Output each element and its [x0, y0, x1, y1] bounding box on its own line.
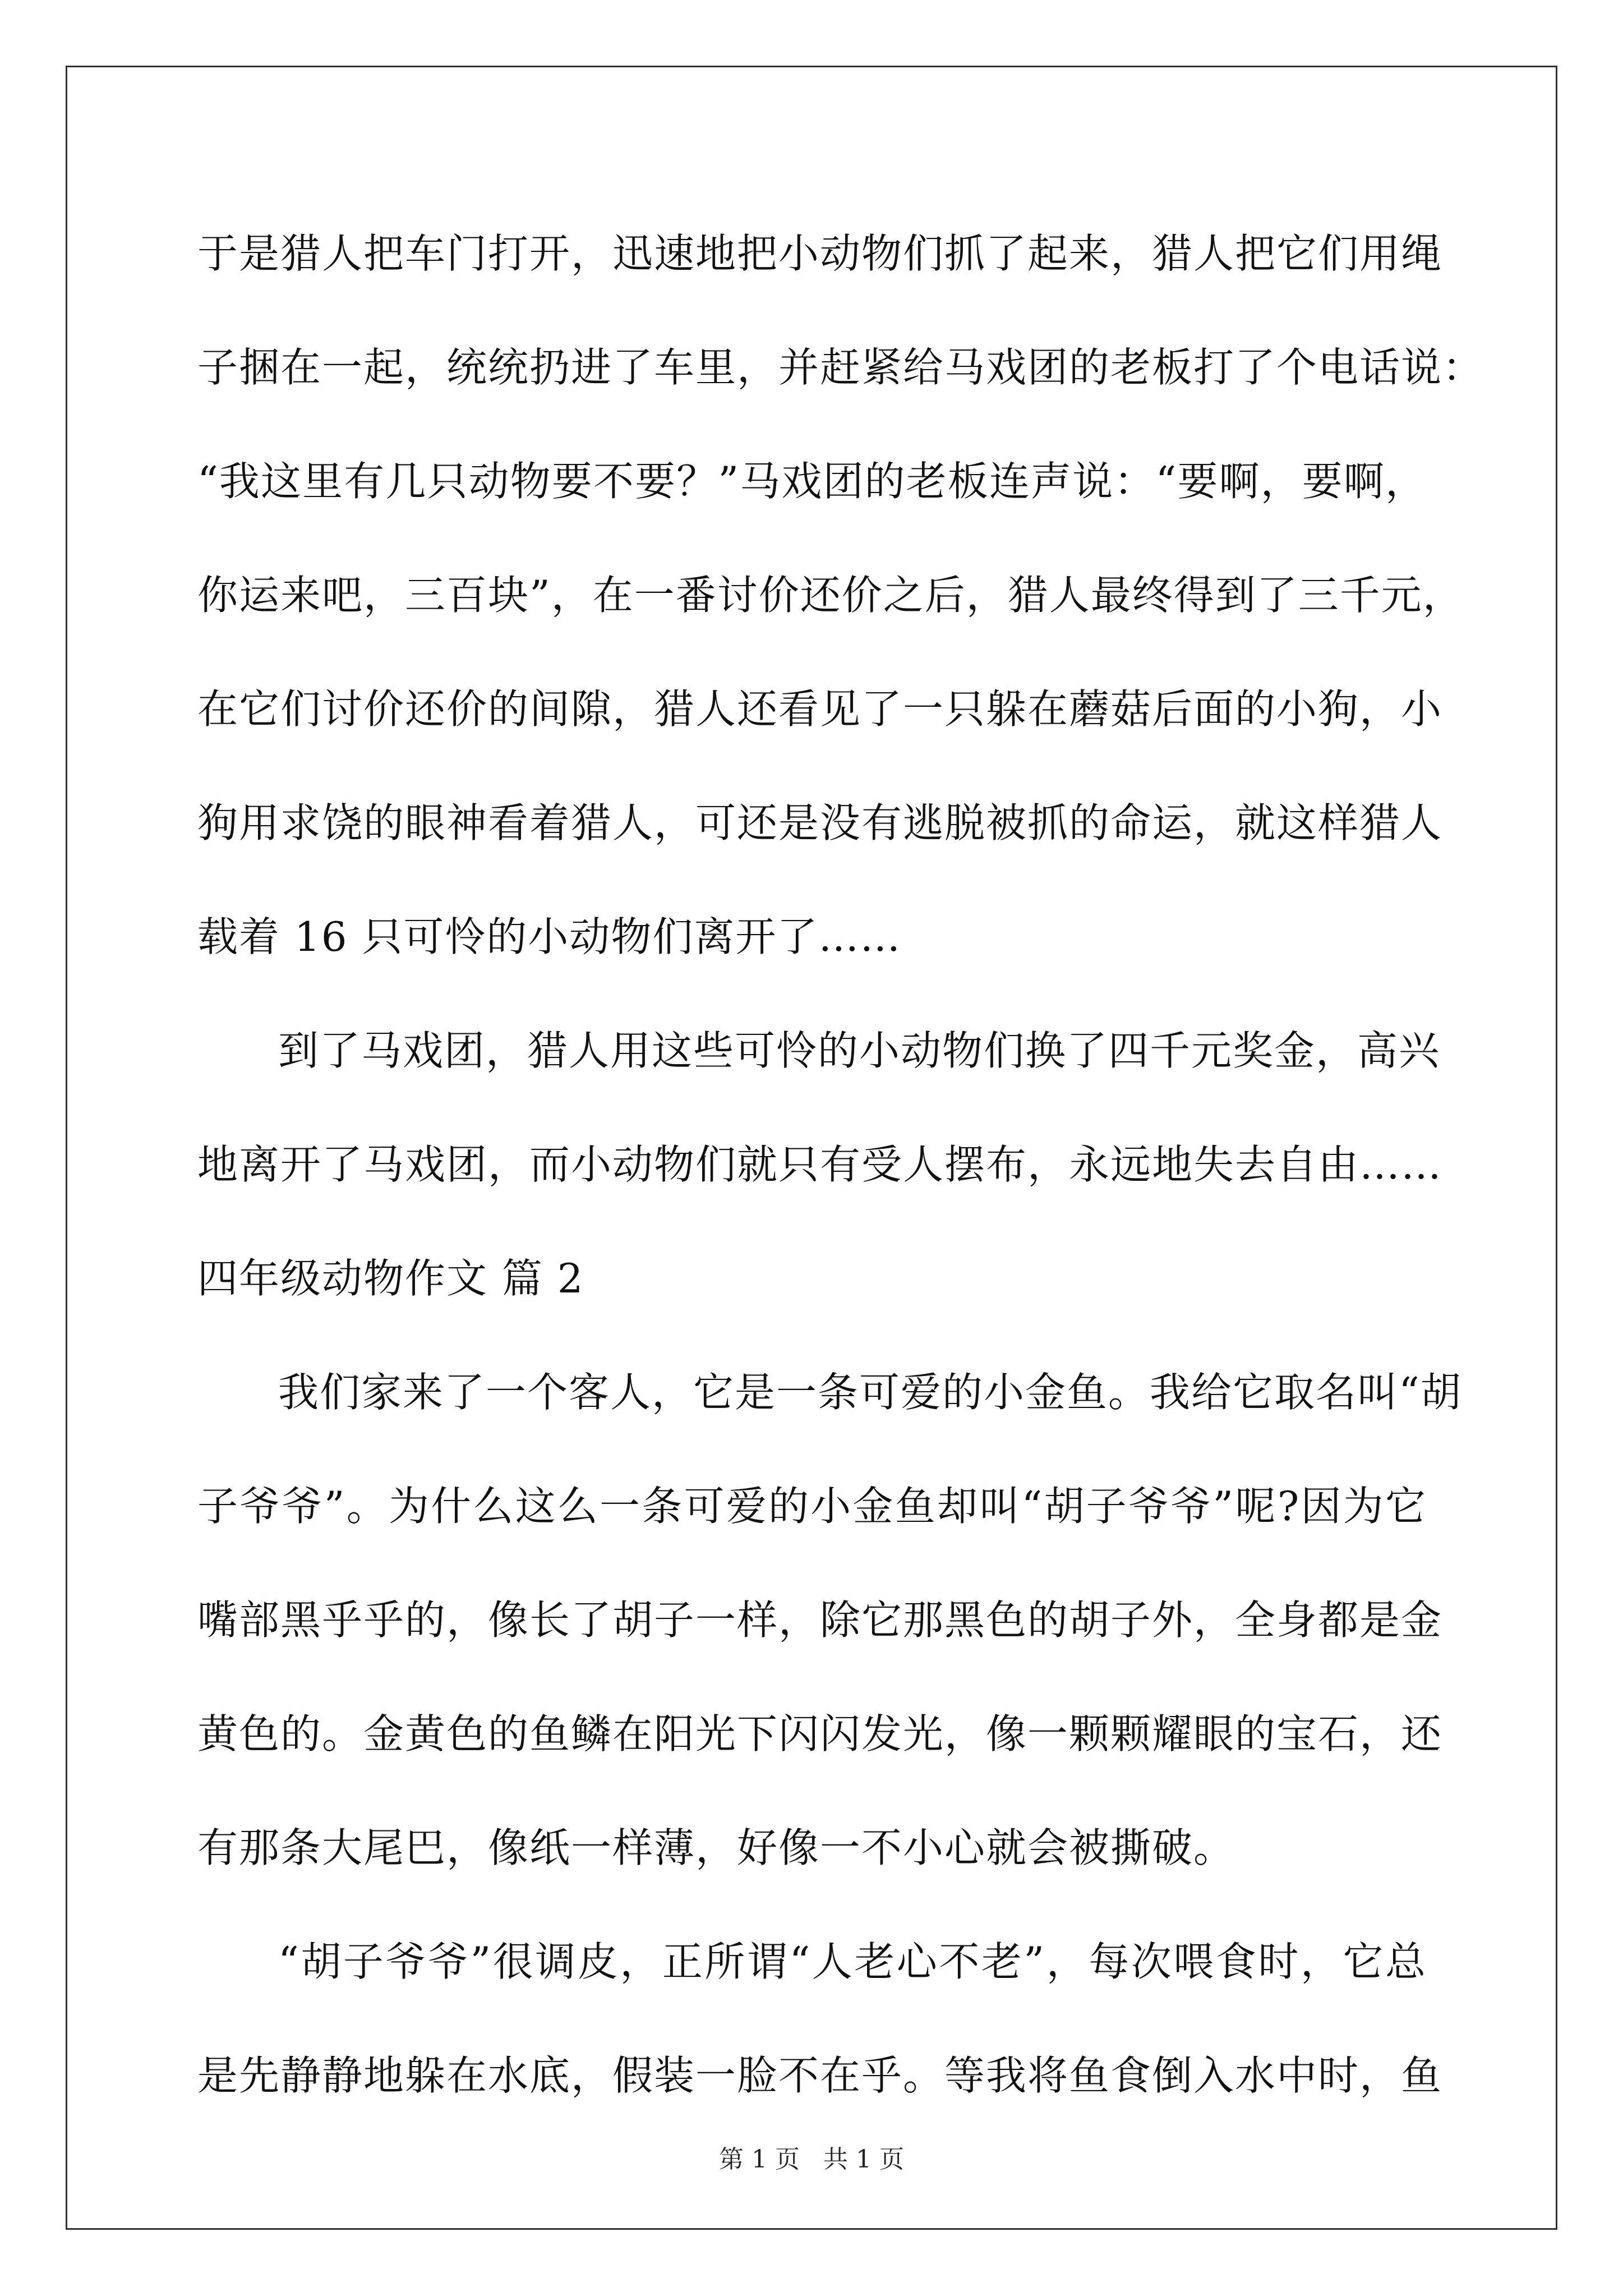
text-line: 于是猎人把车门打开，迅速地把小动物们抓了起来，猎人把它们用绳 — [197, 230, 1443, 277]
text-line: 子捆在一起，统统扔进了车里，并赶紧给马戏团的老板打了个电话说： — [197, 344, 1484, 391]
page-number: 第 1 页 — [719, 2145, 800, 2174]
text-line: 有那条大尾巴，像纸一样薄，好像一不小心就会被撕破。 — [197, 1824, 1235, 1871]
section-heading: 四年级动物作文 篇 2 — [197, 1255, 584, 1302]
text-line: 到了马戏团，猎人用这些可怜的小动物们换了四千元奖金，高兴 — [278, 1027, 1441, 1074]
text-line: 我们家来了一个客人，它是一条可爱的小金鱼。我给它取名叫“胡 — [278, 1369, 1462, 1416]
text-line: 黄色的。金黄色的鱼鳞在阳光下闪闪发光，像一颗颗耀眼的宝石，还 — [197, 1710, 1443, 1757]
text-line: 子爷爷”。为什么这么一条可爱的小金鱼却叫“胡子爷爷”呢?因为它 — [197, 1483, 1427, 1530]
text-line: 地离开了马戏团，而小动物们就只有受人摆布，永远地失去自由…… — [197, 1141, 1443, 1188]
text-line: 嘴部黑乎乎的，像长了胡子一样，除它那黑色的胡子外，全身都是金 — [197, 1596, 1443, 1644]
page-total: 共 1 页 — [823, 2145, 904, 2174]
text-line: “胡子爷爷”很调皮，正所谓“人老心不老”，每次喂食时，它总 — [278, 1938, 1427, 1985]
document-body — [197, 197, 1484, 2133]
page-footer — [0, 2143, 1623, 2177]
text-line: “我这里有几只动物要不要？”马戏团的老板连声说：“要啊，要啊， — [197, 458, 1427, 505]
text-line: 是先静静地躲在水底，假装一脸不在乎。等我将鱼食倒入水中时，鱼 — [197, 2052, 1443, 2099]
text-line: 你运来吧，三百块”，在一番讨价还价之后，猎人最终得到了三千元， — [197, 572, 1464, 619]
text-line: 载着 16 只可怜的小动物们离开了…… — [197, 913, 902, 960]
text-line: 狗用求饶的眼神看着猎人，可还是没有逃脱被抓的命运，就这样猎人 — [197, 799, 1443, 846]
text-line: 在它们讨价还价的间隙，猎人还看见了一只躲在蘑菇后面的小狗，小 — [197, 685, 1443, 733]
